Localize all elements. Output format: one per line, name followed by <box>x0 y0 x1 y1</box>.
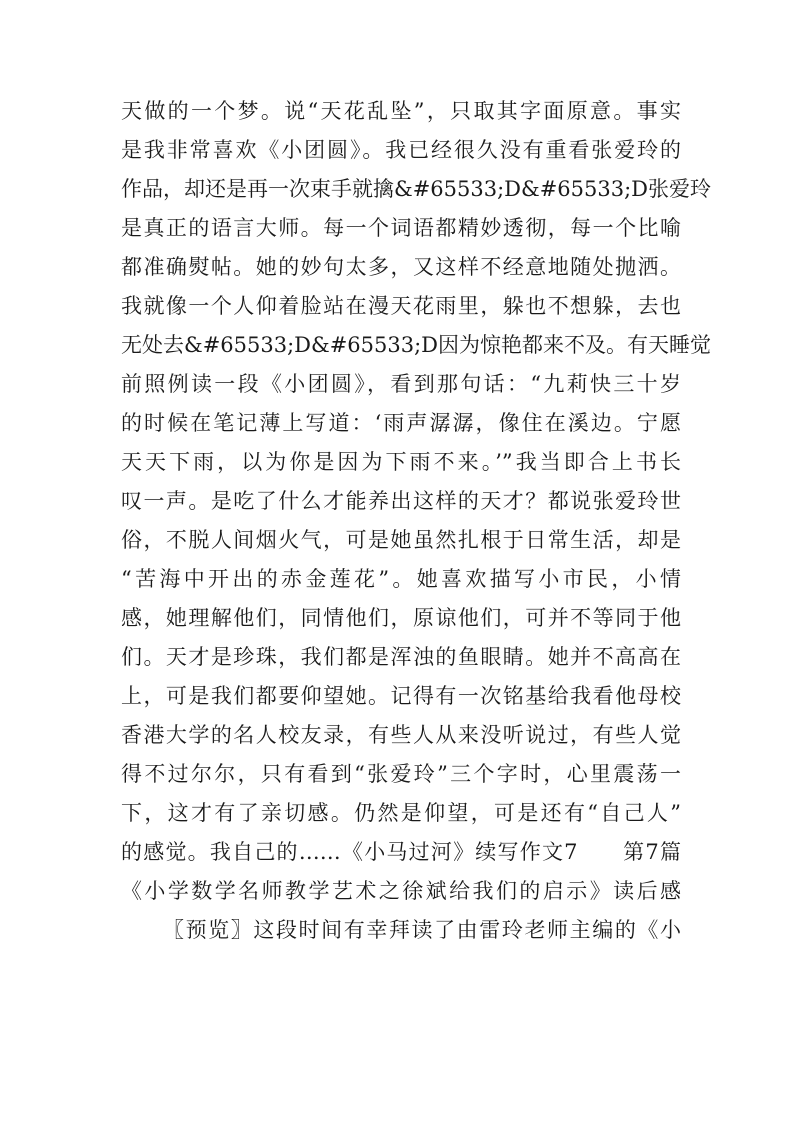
text-line: 下，这才有了亲切感。仍然是仰望，可是还有“自己人” <box>121 801 681 825</box>
text-line: 俗，不脱人间烟火气，可是她虽然扎根于日常生活，却是 <box>121 528 681 552</box>
text-line: 作品，却还是再一次束手就擒&#65533;D&#65533;D张爱玲 <box>121 177 712 201</box>
text-line: 上，可是我们都要仰望她。记得有一次铭基给我看他母校 <box>121 684 681 708</box>
text-line: “苦海中开出的赤金莲花”。她喜欢描写小市民，小情 <box>121 567 681 591</box>
text-line: 的感觉。我自己的……《小马过河》续写作文7 第7篇 <box>121 840 681 864</box>
text-line: 感，她理解他们，同情他们，原谅他们，可并不等同于他 <box>121 606 681 630</box>
text-line: 天做的一个梦。说“天花乱坠”，只取其字面原意。事实 <box>121 99 681 123</box>
text-line: 香港大学的名人校友录，有些人从来没听说过，有些人觉 <box>121 723 681 747</box>
text-line: 是真正的语言大师。每一个词语都精妙透彻，每一个比喻 <box>121 216 681 240</box>
text-line: 的时候在笔记薄上写道：‘雨声潺潺，像住在溪边。宁愿 <box>121 411 681 435</box>
text-line: 叹一声。是吃了什么才能养出这样的天才？都说张爱玲世 <box>121 489 681 513</box>
text-line: 都准确熨帖。她的妙句太多，又这样不经意地随处抛洒。 <box>121 255 681 279</box>
text-line: 天天下雨，以为你是因为下雨不来。’”我当即合上书长 <box>121 450 681 474</box>
document-body <box>121 92 712 950</box>
article-title-line: 《小学数学名师教学艺术之徐斌给我们的启示》读后感 <box>121 879 681 903</box>
text-line: 得不过尔尔，只有看到“张爱玲”三个字时，心里震荡一 <box>121 762 681 786</box>
text-line: 我就像一个人仰着脸站在漫天花雨里，躲也不想躲，去也 <box>121 294 681 318</box>
text-line: 们。天才是珍珠，我们都是浑浊的鱼眼睛。她并不高高在 <box>121 645 681 669</box>
text-line: 是我非常喜欢《小团圆》。我已经很久没有重看张爱玲的 <box>121 138 681 162</box>
text-line: 前照例读一段《小团圆》，看到那句话：“九莉快三十岁 <box>121 372 681 396</box>
preview-line: 〖预览〗这段时间有幸拜读了由雷玲老师主编的《小 <box>163 918 681 942</box>
text-line: 无处去&#65533;D&#65533;D因为惊艳都来不及。有天睡觉 <box>121 333 712 357</box>
